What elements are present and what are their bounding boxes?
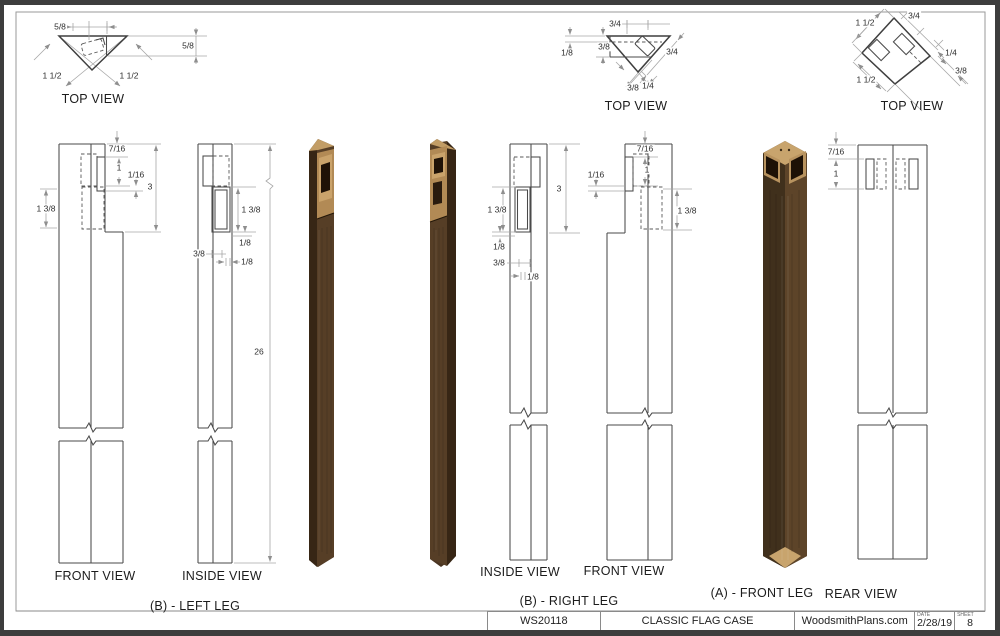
dim-label: 1 3/8 xyxy=(36,203,56,214)
dim-label: 7/16 xyxy=(636,143,654,154)
title-block-sheet-cell xyxy=(955,612,985,630)
dim-label: 1 xyxy=(116,162,122,173)
dim-label: 1 xyxy=(644,164,650,175)
dim-label: 1 3/8 xyxy=(677,205,697,216)
date-label: DATE xyxy=(917,612,931,618)
dim-label: 1/8 xyxy=(493,241,505,252)
front-leg-caption: (A) - FRONT LEG xyxy=(710,586,814,600)
dim-label: 3/8 xyxy=(955,65,967,76)
title-block-date-cell xyxy=(915,612,955,630)
dim-label: 26 xyxy=(254,346,264,357)
inside-view-label-left-leg: INSIDE VIEW xyxy=(182,569,262,583)
dim-label: 1/16 xyxy=(587,169,605,180)
dim-label: 3 xyxy=(556,183,562,194)
dim-label: 3/8 xyxy=(493,257,505,268)
dim-label: 1/8 xyxy=(561,47,573,58)
dim-label: 3/4 xyxy=(908,10,920,21)
right-leg-caption: (B) - RIGHT LEG xyxy=(519,594,619,608)
top-view-label-front-leg: TOP VIEW xyxy=(880,99,944,113)
dim-label: 3/4 xyxy=(609,18,621,29)
front-view-label-left-leg: FRONT VIEW xyxy=(54,569,136,583)
frame-bottom xyxy=(0,630,1000,636)
dim-label: 1 1/2 xyxy=(855,17,875,28)
dim-label: 1/8 xyxy=(527,271,539,282)
sheet-number: 8 xyxy=(967,616,973,629)
dim-label: 1 3/8 xyxy=(487,204,507,215)
front-leg-3d-render xyxy=(763,141,807,568)
dim-label: 1/4 xyxy=(642,80,654,91)
sheet-label: SHEET xyxy=(957,612,974,618)
dim-label: 7/16 xyxy=(108,143,126,154)
front-leg-rear-view xyxy=(828,132,927,559)
dim-label: 1/4 xyxy=(945,47,957,58)
top-view-label-right-leg: TOP VIEW xyxy=(604,99,668,113)
left-leg-caption: (B) - LEFT LEG xyxy=(149,599,241,613)
right-leg-front-view xyxy=(588,131,692,560)
dim-label: 3/8 xyxy=(598,41,610,52)
dim-label: 5/8 xyxy=(182,40,194,51)
dim-label: 3/4 xyxy=(666,46,678,57)
front-view-label-right-leg: FRONT VIEW xyxy=(583,564,665,578)
dim-label: 1 1/2 xyxy=(42,70,62,81)
dim-label: 1 1/2 xyxy=(119,70,139,81)
rear-view-label-front-leg: REAR VIEW xyxy=(824,587,898,601)
frame-right xyxy=(995,0,1000,636)
dim-label: 1/8 xyxy=(241,256,253,267)
title-block-publisher: WoodsmithPlans.com xyxy=(795,612,915,630)
inside-view-label-right-leg: INSIDE VIEW xyxy=(480,565,560,579)
right-leg-3d-render xyxy=(430,139,456,567)
top-view-label-left-leg: TOP VIEW xyxy=(61,92,125,106)
dim-label: 1 xyxy=(833,168,839,179)
dim-label: 7/16 xyxy=(827,146,845,157)
title-block xyxy=(487,611,985,630)
dim-label: 3/8 xyxy=(193,248,205,259)
left-leg-front-view xyxy=(40,131,161,563)
dim-label: 3/8 xyxy=(627,82,639,93)
title-block-part-number: WS20118 xyxy=(488,612,601,630)
dim-label: 1 3/8 xyxy=(241,204,261,215)
sheet-border xyxy=(16,12,985,611)
dim-label: 1 1/2 xyxy=(856,74,876,85)
dim-label: 5/8 xyxy=(54,21,66,32)
frame-left xyxy=(0,0,4,636)
title-block-project-title: CLASSIC FLAG CASE xyxy=(601,612,796,630)
frame-top xyxy=(0,0,1000,5)
dim-label: 1/8 xyxy=(239,237,251,248)
dim-label: 3 xyxy=(147,181,153,192)
date-value: 2/28/19 xyxy=(917,616,953,629)
dim-label: 1/16 xyxy=(127,169,145,180)
left-leg-3d-render xyxy=(309,139,334,567)
